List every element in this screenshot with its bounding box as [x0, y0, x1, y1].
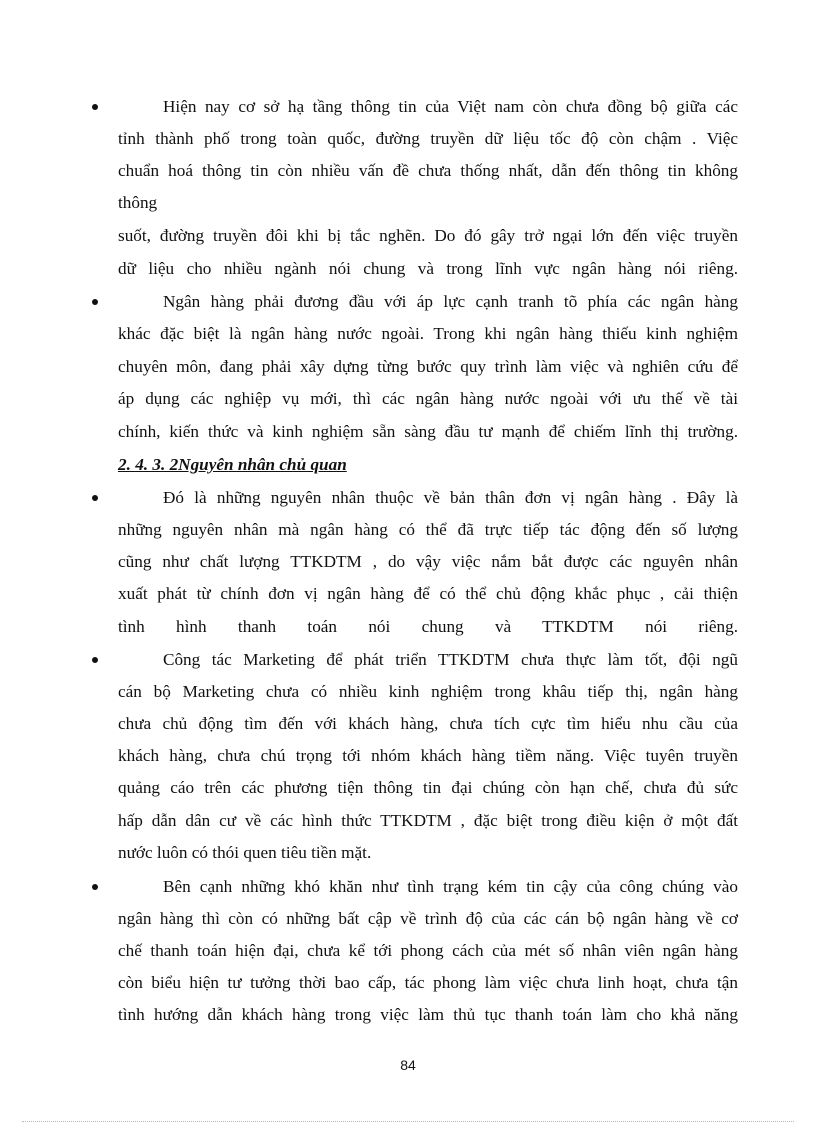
text-line: chính, kiến thức và kinh nghiệm sẵn sàng đầu tư mạnh để chiếm lĩnh thị trường.: [118, 422, 738, 441]
text-line: thông: [118, 193, 158, 212]
text-line: Đó là những nguyên nhân thuộc về bản thân đơn vị ngân hàng . Đây là: [163, 488, 738, 507]
text-line: ngân hàng thì còn có những bất cập về trình độ của các cán bộ ngân hàng về cơ: [118, 909, 738, 928]
bullet-point: [92, 299, 98, 305]
text-line: Bên cạnh những khó khăn như tình trạng kém tin cậy của công chúng vào: [163, 877, 738, 896]
text-line: tỉnh thành phố trong toàn quốc, đường truyền dữ liệu tốc độ còn chậm . Việc: [118, 129, 738, 148]
page-bottom-border: [22, 1121, 794, 1122]
bullet-point: [92, 104, 98, 110]
text-line: nước luôn có thói quen tiêu tiền mặt.: [118, 843, 372, 862]
text-line: chưa chủ động tìm đến với khách hàng, chưa tích cực tìm hiểu nhu cầu của: [118, 714, 738, 733]
bullet-point: [92, 657, 98, 663]
text-line: khách hàng, chưa chú trọng tới nhóm khách hàng tiềm năng. Việc tuyên truyền: [118, 746, 738, 765]
text-line: chế thanh toán hiện đại, chưa kể tới phong cách của mét số nhân viên ngân hàng: [118, 941, 738, 960]
text-line: áp dụng các nghiệp vụ mới, thì các ngân hàng nước ngoài với ưu thế về tài: [118, 389, 738, 408]
text-line: cũng như chất lượng TTKDTM , do vậy việc nắm bắt được các nguyên nhân: [118, 552, 738, 571]
text-line: chuyên môn, đang phải xây dựng từng bước quy trình làm việc và nghiên cứu để: [118, 357, 738, 376]
text-line: chuẩn hoá thông tin còn nhiều vấn đề chưa thống nhất, dẫn đến thông tin không: [118, 161, 738, 180]
text-line: tình hướng dẫn khách hàng trong việc làm thủ tục thanh toán làm cho khả năng: [118, 1005, 738, 1024]
text-line: Hiện nay cơ sở hạ tầng thông tin của Việt nam còn chưa đồng bộ giữa các: [163, 97, 738, 116]
text-line: quảng cáo trên các phương tiện thông tin đại chúng còn hạn chế, chưa đủ sức: [118, 778, 738, 797]
text-line: Công tác Marketing để phát triển TTKDTM chưa thực làm tốt, đội ngũ: [163, 650, 738, 669]
text-line: suốt, đường truyền đôi khi bị tắc nghẽn. Do đó gây trở ngại lớn đến việc truyền: [118, 226, 738, 245]
text-line: còn biểu hiện tư tưởng thời bao cấp, tác phong làm việc chưa linh hoạt, chưa tận: [118, 973, 738, 992]
text-line: xuất phát từ chính đơn vị ngân hàng để có thể chủ động khắc phục , cải thiện: [118, 584, 738, 603]
text-line: tình hình thanh toán nói chung và TTKDTM nói riêng.: [118, 617, 738, 636]
bullet-point: [92, 884, 98, 890]
section-heading: 2. 4. 3. 2Nguyên nhân chủ quan: [118, 455, 347, 474]
page-number: 84: [400, 1057, 416, 1073]
text-line: khác đặc biệt là ngân hàng nước ngoài. Trong khi ngân hàng thiếu kinh nghiệm: [118, 324, 738, 343]
text-line: dữ liệu cho nhiều ngành nói chung và trong lĩnh vực ngân hàng nói riêng.: [118, 259, 738, 278]
text-line: hấp dẫn dân cư về các hình thức TTKDTM , đặc biệt trong điều kiện ở một đất: [118, 811, 738, 830]
text-line: Ngân hàng phải đương đầu với áp lực cạnh tranh tõ phía các ngân hàng: [163, 292, 738, 311]
text-line: những nguyên nhân mà ngân hàng có thể đã trực tiếp tác động đến số lượng: [118, 520, 738, 539]
bullet-point: [92, 495, 98, 501]
text-line: cán bộ Marketing chưa có nhiều kinh nghiệm trong khâu tiếp thị, ngân hàng: [118, 682, 738, 701]
